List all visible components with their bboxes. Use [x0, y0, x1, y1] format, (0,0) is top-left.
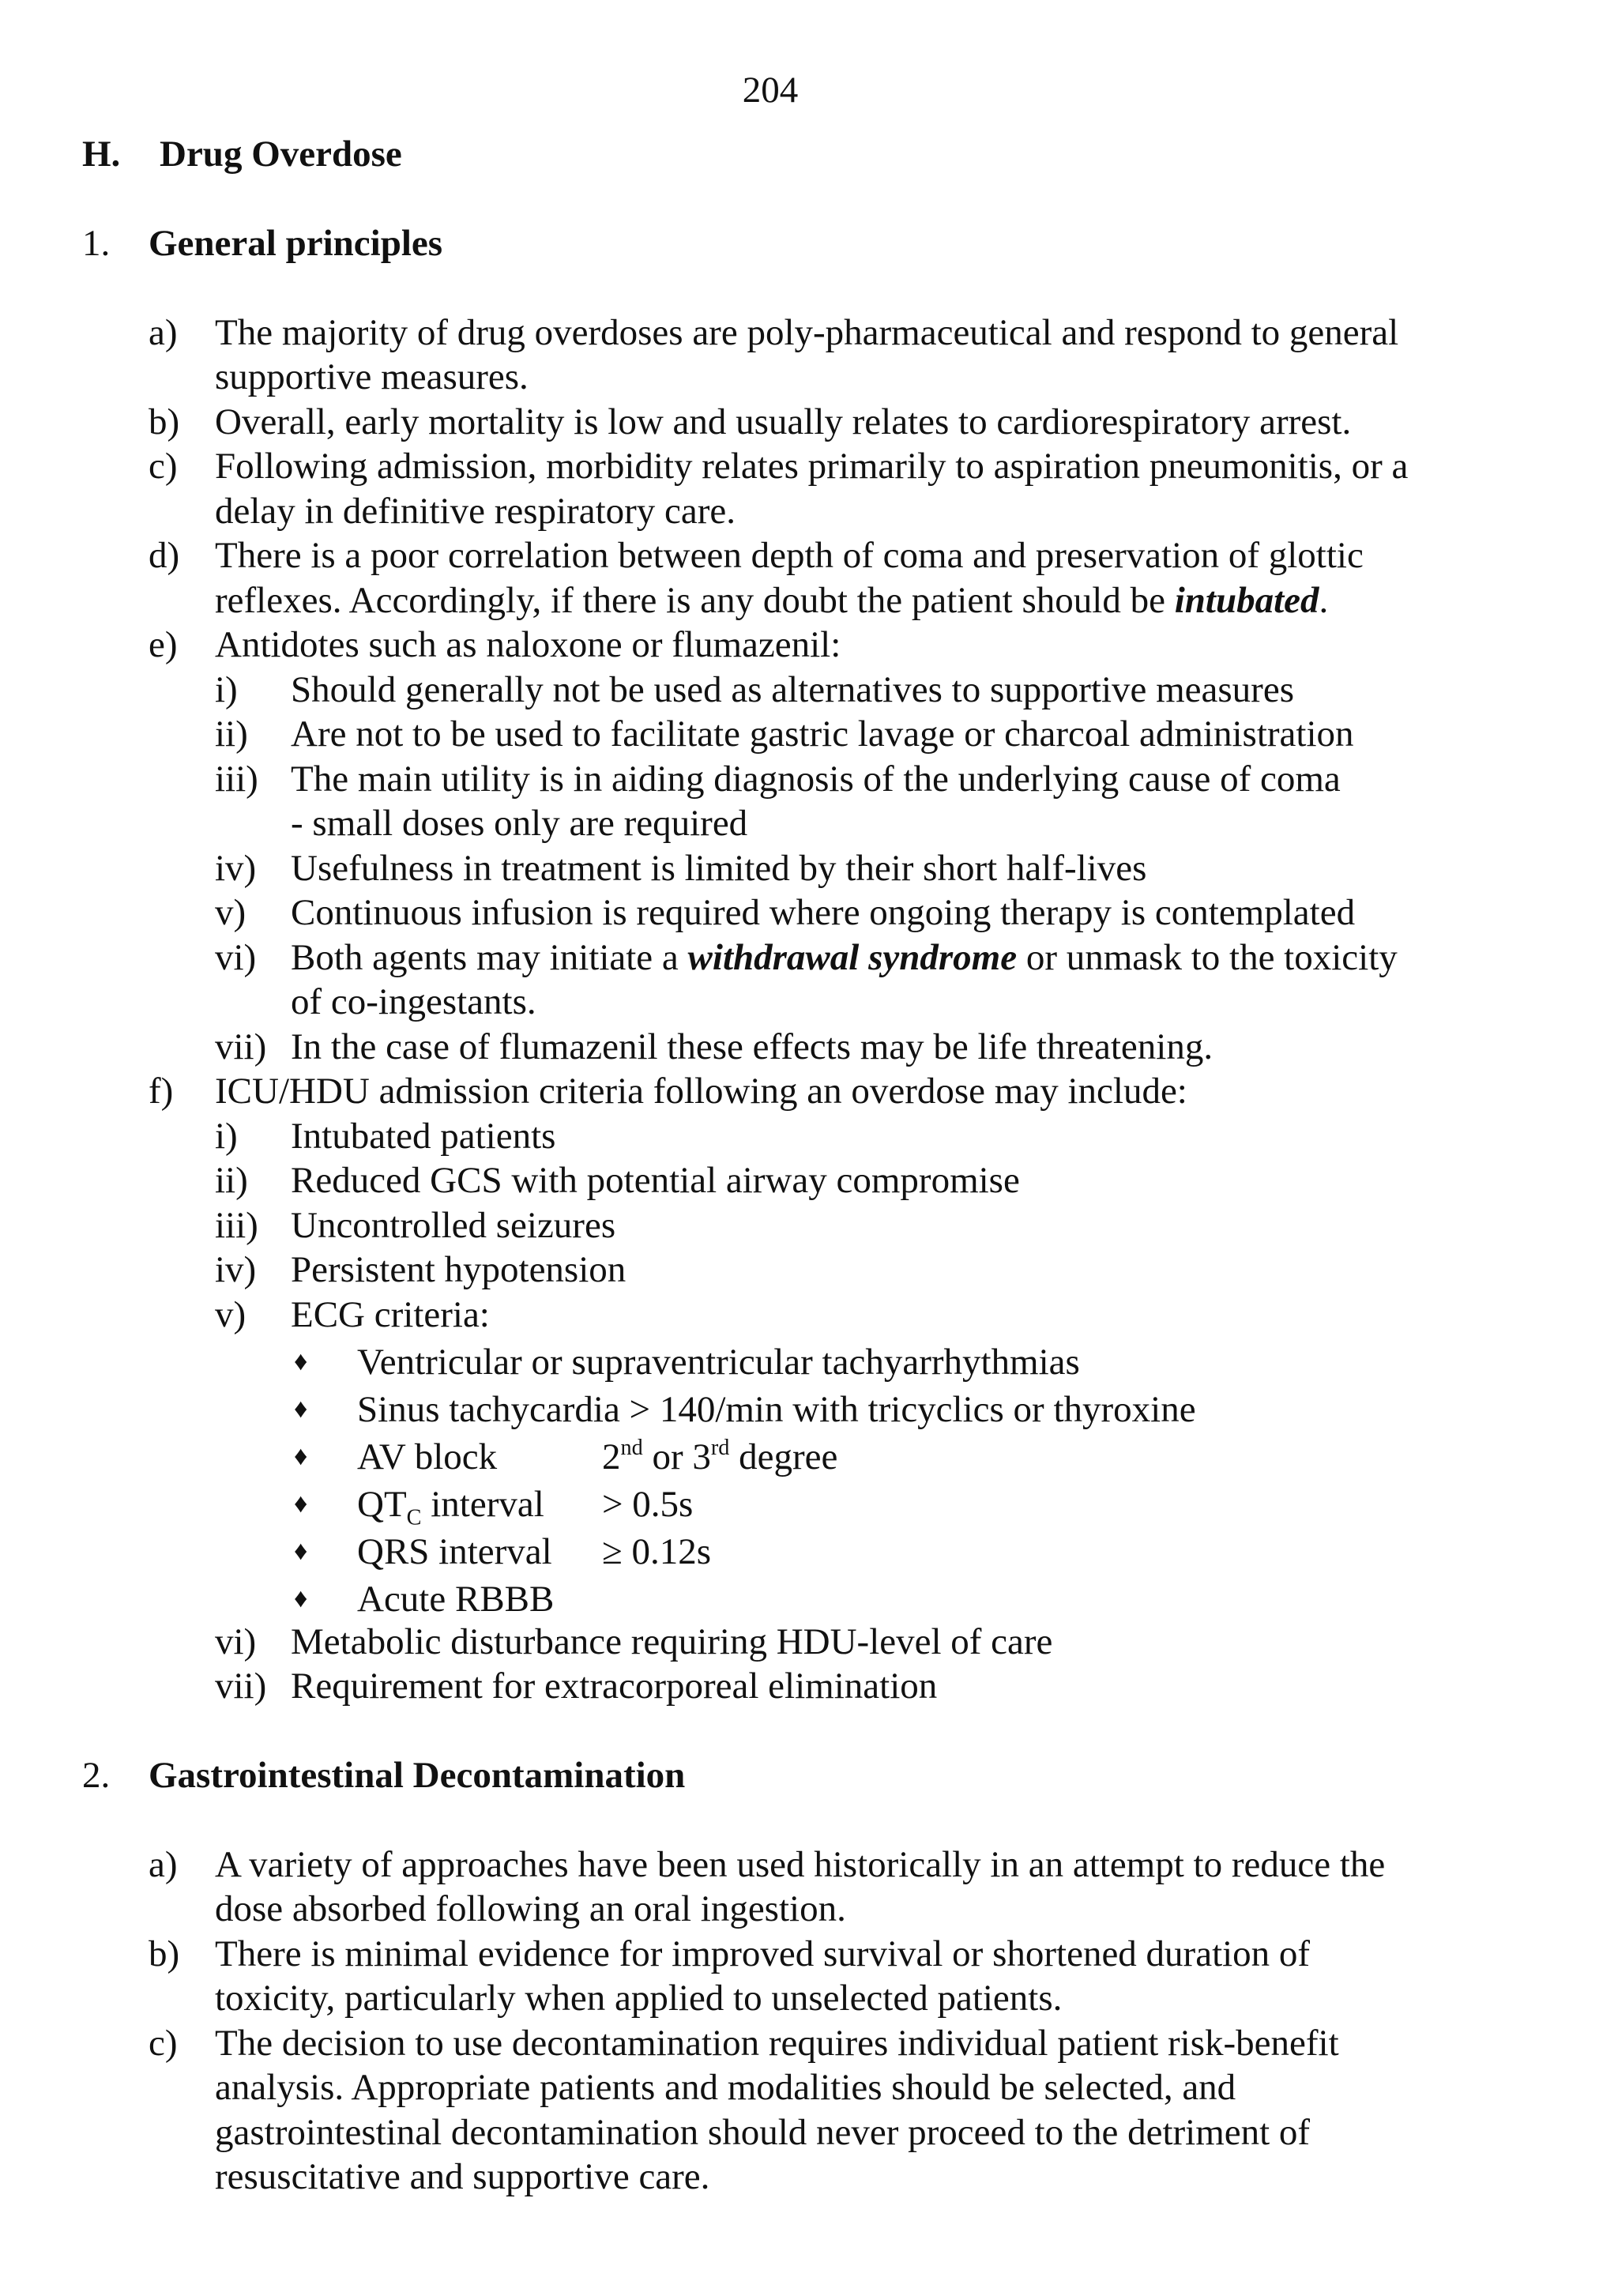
item-1c-line2: delay in definitive respiratory care. [215, 491, 736, 532]
item-1a-line1: The majority of drug overdoses are poly-pharmaceutical and respond to general [215, 312, 1399, 353]
item-1f-line1: ICU/HDU admission criteria following an overdose may include: [215, 1071, 1187, 1112]
ecg-criterion-3-sup2: rd [710, 1435, 730, 1460]
subsection-2-number: 2. [82, 1755, 111, 1796]
diamond-bullet-icon: ♦ [294, 1489, 308, 1519]
item-1e-line1: Antidotes such as naloxone or flumazenil: [215, 624, 841, 665]
item-1f-i-text: Intubated patients [291, 1116, 556, 1157]
item-1d-line2 [215, 578, 1328, 623]
item-1b-line1: Overall, early mortality is low and usually relates to cardiorespiratory arrest. [215, 401, 1352, 442]
item-1f-marker: f) [149, 1071, 174, 1112]
item-1e-vi-line1 [291, 935, 1398, 981]
item-1f-iii-text: Uncontrolled seizures [291, 1205, 616, 1246]
item-1f-vi-marker: vi) [215, 1621, 257, 1662]
item-1e-vi-text: Both agents may initiate a [291, 937, 688, 978]
diamond-bullet-icon: ♦ [294, 1584, 308, 1613]
item-1e-vii-marker: vii) [215, 1026, 267, 1067]
item-1d-marker: d) [149, 535, 180, 576]
ecg-criterion-3-num1: 2 [602, 1436, 621, 1477]
subsection-2-title: Gastrointestinal Decontamination [149, 1755, 686, 1796]
item-1d-line2-end: . [1319, 580, 1329, 621]
item-1f-ii-text: Reduced GCS with potential airway compromise [291, 1160, 1020, 1201]
item-1f-vi-text: Metabolic disturbance requiring HDU-level of care [291, 1621, 1053, 1662]
item-2b-marker: b) [149, 1933, 180, 1974]
item-1e-v-marker: v) [215, 892, 246, 933]
page-number: 204 [742, 70, 799, 111]
item-2c-line1: The decision to use decontamination requires individual patient risk-benefit [215, 2023, 1339, 2064]
item-1f-v-marker: v) [215, 1294, 246, 1335]
item-2b-line2: toxicity, particularly when applied to unselected patients. [215, 1978, 1063, 2019]
item-2c-line3: gastrointestinal decontamination should never proceed to the detriment of [215, 2112, 1311, 2153]
item-1f-vii-marker: vii) [215, 1666, 267, 1707]
item-1e-ii-text: Are not to be used to facilitate gastric lavage or charcoal administration [291, 713, 1354, 755]
item-1e-i-text: Should generally not be used as alternatives to supportive measures [291, 669, 1294, 710]
ecg-criterion-3-label: AV block [357, 1436, 498, 1477]
subsection-1-title: General principles [149, 223, 443, 264]
ecg-criterion-3-value [602, 1435, 837, 1480]
item-1e-vi-line2: of co-ingestants. [291, 981, 536, 1022]
diamond-bullet-icon: ♦ [294, 1442, 308, 1471]
ecg-criterion-4-qt: QT [357, 1484, 407, 1525]
ecg-criterion-4-value: > 0.5s [602, 1484, 694, 1525]
section-title: Drug Overdose [160, 134, 402, 175]
item-1e-v-text: Continuous infusion is required where ongoing therapy is contemplated [291, 892, 1356, 933]
item-2b-line1: There is minimal evidence for improved survival or shortened duration of [215, 1933, 1311, 1974]
item-1e-marker: e) [149, 624, 178, 665]
ecg-criterion-4-label [357, 1482, 544, 1530]
item-1d-emphasis: intubated [1174, 580, 1319, 621]
ecg-criterion-2: Sinus tachycardia > 140/min with tricyclics or thyroxine [357, 1389, 1196, 1430]
item-1e-iii-line2: - small doses only are required [291, 803, 748, 844]
item-1e-i-marker: i) [215, 669, 238, 710]
ecg-criterion-4-sub: C [406, 1505, 422, 1530]
item-1e-vi-text-end: or unmask to the toxicity [1017, 937, 1398, 978]
item-1f-iv-text: Persistent hypotension [291, 1249, 627, 1290]
section-letter: H. [82, 134, 121, 175]
item-2c-marker: c) [149, 2023, 178, 2064]
ecg-criterion-6: Acute RBBB [357, 1579, 555, 1620]
ecg-criterion-3-mid: or 3 [642, 1436, 711, 1477]
item-1c-marker: c) [149, 446, 178, 487]
item-1e-iii-marker: iii) [215, 758, 258, 800]
item-1a-line2: supportive measures. [215, 356, 529, 397]
item-1e-iv-text: Usefulness in treatment is limited by their short half-lives [291, 848, 1147, 889]
item-2c-line4: resuscitative and supportive care. [215, 2156, 710, 2197]
item-2a-line1: A variety of approaches have been used historically in an attempt to reduce the [215, 1844, 1386, 1885]
item-1f-i-marker: i) [215, 1116, 238, 1157]
ecg-criterion-5-label: QRS interval [357, 1531, 552, 1572]
item-1f-vii-text: Requirement for extracorporeal elimination [291, 1666, 938, 1707]
item-1a-marker: a) [149, 312, 178, 353]
item-1e-vi-emphasis: withdrawal syndrome [687, 937, 1018, 978]
diamond-bullet-icon: ♦ [294, 1395, 308, 1424]
item-1e-vi-marker: vi) [215, 937, 257, 978]
item-1e-iii-line1: The main utility is in aiding diagnosis of the underlying cause of coma [291, 758, 1341, 800]
item-1e-vii-text: In the case of flumazenil these effects may be life threatening. [291, 1026, 1214, 1067]
item-1f-v-text: ECG criteria: [291, 1294, 490, 1335]
item-1d-line1: There is a poor correlation between depth of coma and preservation of glottic [215, 535, 1364, 576]
diamond-bullet-icon: ♦ [294, 1537, 308, 1566]
item-1d-line2-text: reflexes. Accordingly, if there is any doubt the patient should be [215, 580, 1175, 621]
item-2c-line2: analysis. Appropriate patients and modalities should be selected, and [215, 2067, 1236, 2108]
ecg-criterion-5-value: ≥ 0.12s [602, 1531, 712, 1572]
item-1e-iv-marker: iv) [215, 848, 257, 889]
item-2a-marker: a) [149, 1844, 178, 1885]
subsection-1-number: 1. [82, 223, 111, 264]
item-1f-iv-marker: iv) [215, 1249, 257, 1290]
item-1e-ii-marker: ii) [215, 713, 248, 755]
ecg-criterion-1: Ventricular or supraventricular tachyarrhythmias [357, 1342, 1080, 1383]
ecg-criterion-4-interval: interval [421, 1484, 544, 1525]
ecg-criterion-3-end: degree [729, 1436, 838, 1477]
ecg-criterion-3-sup1: nd [620, 1435, 643, 1460]
item-1c-line1: Following admission, morbidity relates primarily to aspiration pneumonitis, or a [215, 446, 1409, 487]
item-2a-line2: dose absorbed following an oral ingestion. [215, 1888, 846, 1929]
item-1f-iii-marker: iii) [215, 1205, 258, 1246]
item-1b-marker: b) [149, 401, 180, 442]
item-1f-ii-marker: ii) [215, 1160, 248, 1201]
diamond-bullet-icon: ♦ [294, 1347, 308, 1376]
